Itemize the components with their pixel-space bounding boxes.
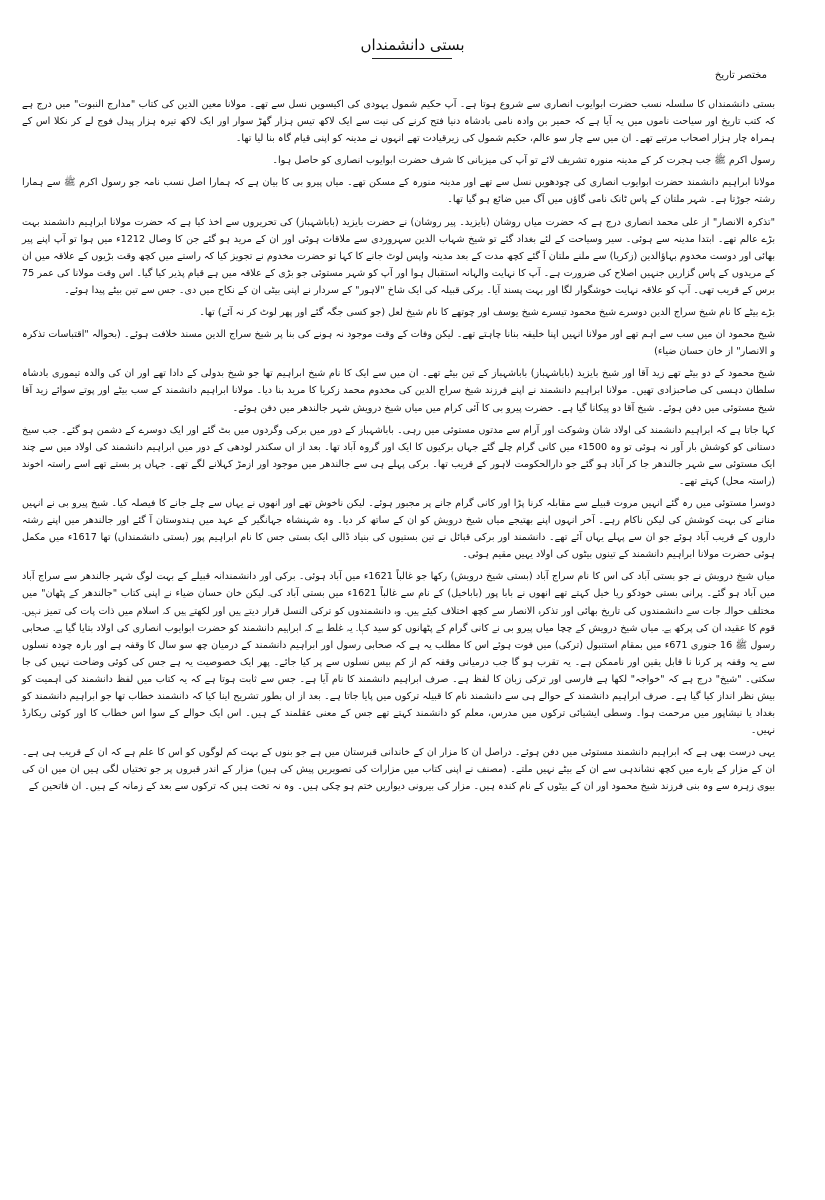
page-title: بستی دانشمنداں — [360, 36, 465, 54]
paragraph: کہا جاتا ہے کہ ابراہیم دانشمند کی اولاد شان وشوکت اور آرام سے مدتوں مستوئی میں رہی۔ باباشہباز کے دور میں برکی وگردوں میں بٹ گئے اور ایک دوسرے کے دشمن ہو گئے۔ جب سیخ دستانی کو کوشش بار آور نہ ہوئی تو وہ 1500ء میں کانی گرام چلے گئے جہاں برکیوں کا ایک اور گروہ آباد تھا۔ بعد از اں سکندر لودھی کے دور میں ابراہیم دانشمند کی اولاد میں سے چند ایک مستوئی سے شہر جالندھر جا کر آباد ہو گئے جو دارالحکومت لاہور کے قریب تھا۔ برکی پہلے ہی سے جالندھر میں موجود اور ازمڑ کہلانے لگے تھے۔ جہاں پر بستے تھے اسے راستہ اخوند (راستہ محل) کہتے تھے۔ — [22, 424, 775, 487]
paragraph: میاں شیخ درویش نے جو بستی آباد کی اس کا نام سراج آباد (بستی شیخ درویش) رکھا جو غالباً 1621ء میں آباد ہوئی۔ برکی اور دانشمندانہ قبیلے کے بہت لوگ شہر جالندھر سے سراج آباد میں آباد ہو گئے۔ پرانی بستی خودکو ریا خیل کہتے تھے انھوں نے بابا پور (باباخیل) کے نام سے غالباً 1621ء میں بستی آباد کی۔ لیکن خان حسان ضیاء نے اپنی کتاب "جالندھر کے پٹھان" میں مختلف حوالہ جات سے دانشمندوں کی تاریخ بھائی اور تذکرہ الانصار سے کچھ اختلاف کیئے ہیں۔ وہ دانشمندوں کو ترکی النسل قرار دیتے ہیں اور لکھتے ہیں کہ اسلام میں ذات پات کی تمیز نہیں۔ قوم کا عقیدہ ان کی پرکھ ہے۔ میاں شیخ درویش کے چچا میاں پیرو بی نے کانی گرام کے پٹھانوں کو سید کہا۔ یہ غلط ہے کہ ابراہیم دانشمند کو حضرت ابوایوب انصاری کی اولاد بتایا گیا ہے۔ صحابی رسول ﷺ 16 جنوری 671ء میں بمقام استنبول (ترکی) میں فوت ہوئے اس کا مطلب یہ ہے کہ صحابی رسول اور ابراہیم دانشمند کے درمیان چھ سو سال کا وقفہ ہے اور بارہ چودہ نسلوں سے یہ وقفہ پر کرنا نا قابل یقین اور ناممکن ہے۔ یہ تقرب ہو گا جب درمیانی وقفہ کم از کم بیس نسلوں سے پر کیا جائے۔ پھر ایک خصوصیت یہ ہے جس کی کوئی وضاحت نہیں کی جا سکتی۔ "شیخ" درج ہے کہ "خواجہ" لکھا ہے فارسی اور ترکی زبان کا لفظ ہے۔ صرف ابراہیم دانشمند کا نام آیا ہے۔ جس سے ثابت ہوتا ہے کہ یہ کتاب میں لفظ دانشمند کی اہمیت کو بیش نظر انداز کیا گیا ہے۔ صرف ابراہیم دانشمند کے حوالے ہی سے دانشمند نام کا قبیلہ ترکوں میں پایا جاتا ہے۔ بعد از اں بطور تشریح اینا کیا کہ دانشمند خطاب تھا جو ابراہیم دانشمند کو بغداد یا نیشاپور میں مرحمت ہوا۔ وسطی ایشیائی ترکوں میں مدرس، معلم کو دانشمند کہتے تھے جس کے معنی عقلمند کے ہیں۔ اس ایک حوالے کے سوا اس خطاب کا اور کوئی ریکارڈ نہیں۔ — [22, 571, 775, 737]
paragraph: مولانا ابراہیم دانشمند حضرت ابوایوب انصاری کی چودھویں نسل سے تھے اور مدینہ منورہ کے مسکن تھے۔ میاں پیرو بی کا بیان ہے کہ ہمارا اصل نسب نامہ جو رسول اکرم ﷺ سے ہمارا رشتہ جوڑتا ہے۔ شہر ملتان کے پاس ٹانک نامی گاؤں میں آگ میں ضائع ہو گیا تھا۔ — [22, 177, 775, 206]
paragraph: یہی درست بھی ہے کہ ابراہیم دانشمند مستوئی میں دفن ہوئے۔ دراصل ان کا مزار ان کے خاندانی قبرستان میں ہے جو بنوں کے بہت کم لوگوں کو اس کا علم ہے کہ ان کے قریب ہی ہے۔ ان کے مزار کے بارے میں کچھ نشاندہی سے ان کے بیٹے نہیں ملتے۔ (مصنف نے اپنی کتاب میں مزارات کی تصویریں پیش کی ہیں) مزار کے اندر قبروں پر جو تختیاں لگی ہیں ان میں ان کی بیوی زہرہ سے وہ بنی فرزند شیخ محمود اور ان کے بیٹوں کے نام کندہ ہیں۔ مزار کی بیرونی دیواریں ختم ہو چکی ہیں۔ وہ نہ تخت ہیں کہ ترکوں سے بعد کے زمانہ کے ہیں۔ ان فاتحین کے — [22, 747, 775, 793]
paragraph: رسول اکرم ﷺ جب ہجرت کر کے مدینہ منورہ تشریف لائے تو آپ کی میزبانی کا شرف حضرت ابوایوب انصاری کو حاصل ہوا۔ — [272, 155, 775, 167]
section-subheading: مختصر تاریخ — [714, 70, 767, 81]
paragraph: بڑے بیٹے کا نام شیخ سراج الدین دوسرے شیخ محمود تیسرے شیخ یوسف اور چوتھے کا نام شیخ لعل (جو کسی جگہ گئے اور پھر لوٹ کر نہ آئے) تھا۔ — [199, 307, 775, 319]
paragraph: دوسرا مستوئی میں رہ گئے انہیں مروت قبیلے سے مقابلہ کرنا پڑا اور کانی گرام جانے پر مجبور ہوئے۔ لیکن ناخوش تھے اور انھوں نے یہاں سے چلے جانے کا فیصلہ کیا۔ شیخ پیرو بی نے انہیں منانے کی بہت کوشش کی لیکن ناکام رہے۔ آخر انہوں اپنے بھتیجے میاں شیخ درویش کو ان کے ساتھ کر دیا۔ وہ شہنشاہ جہانگیر کے عہد میں ہندوستان آ گئے اور جالندھر میں اپنے رشتہ داروں کے قریب آباد ہوئے جو ان سے پہلے یہاں آئے تھے۔ دانشمند اور برکی قبائل نے تین بستیوں کی بنیاد ڈالی ایک بستی جس کا نام ابراہیم پور (بستی دانشمنداں) تھا 1617ء میں مکمل ہوئی حضرت مولانا ابراہیم دانشمند کے تینوں بیٹوں کی اولاد یہیں مقیم ہوئی۔ — [22, 497, 775, 561]
document-body — [22, 96, 775, 801]
paragraph: "تذکرہ الانصار" از علی محمد انصاری درج ہے کہ حضرت میاں روشان (بایزید۔ پیر روشان) نے حضرت بایزید (باباشہباز) کی تحریروں سے اخذ کیا ہے کہ حضرت مولانا ابراہیم دانشمند بہت بڑے عالم تھے۔ ابتدا مدینہ سے ہوئی۔ سیر وسیاحت کے لئے بغداد گئے تو شیخ شہاب الدین سہروردی سے ملاقات ہوئی اور ان کے مرید ہو گئے جن کا وصال 1212ء میں ہوا تو آپ اپنے پیر بھائی اور دوست مخدوم بہاؤالدین (زکریا) سے ملنے ملتان آ گئے کچھ مدت کے بعد مدینہ واپس لوٹ جانے کا کہا تو حضرت مخدوم نے تجویز کیا کہ راستے میں کچھ وقت بڑیوں کے علاقہ میں ان کے مریدوں کے پاس گزاریں جنہیں اصلاح کی ضرورت ہے۔ آپ کا نہایت والہانہ استقبال ہوا اور آپ کو شہر مستوئی جو بڑی کے علاقہ میں ہے قیام پذیر کیا گیا۔ اس وقت مولانا کی عمر 75 برس کے قریب تھی۔ آپ کو علاقہ نہایت خوشگوار لگا اور بہت پسند آیا۔ برکی قبیلہ کی ایک شاخ "لاہور" کے سردار نے اپنی بیٹی ان کے نکاح میں دی۔ جس سے تین بیٹے پیدا ہوئے۔ — [22, 216, 775, 296]
title-divider — [372, 58, 452, 59]
paragraph: شیخ محمود ان میں سب سے اہم تھے اور مولانا انہیں اپنا خلیفہ بنانا چاہتے تھے۔ لیکن وفات کے وقت موجود نہ ہونے کی بنا پر شیخ سراج الدین مسند خلافت ہوئے۔ (بحوالہ "اقتباسات تذکرہ و الانصار" از خان حسان ضیاء) — [22, 329, 775, 358]
paragraph: شیخ محمود کے دو بیٹے تھے زید آقا اور شیخ بایزید (باباشہباز) باباشہباز کے تین بیٹے تھے۔ ان میں سے ایک کا نام شیخ ابراہیم تھا جو شیخ بدولی کے دادا تھے اور ان کی والدہ تیموری بادشاہ سلطان دہسی کی صاحبزادی تھیں۔ مولانا ابراہیم دانشمند نے اپنے فرزند شیخ سراج الدین کی مخدوم محمد زکریا کا مرید بنا دیا۔ مولانا ابراہیم دانشمند کے سب بیٹے اور پوتے سوائے زید آقا شیخ مستوئی میں دفن ہوئے۔ شیخ آقا دو پیکانا گیا ہے۔ حضرت پیرو بی کا آئی کرام میں میاں شیخ درویش شہر جالندھر میں دفن ہوئے۔ — [22, 368, 775, 414]
paragraph: بستی دانشمنداں کا سلسلہ نسب حضرت ابوایوب انصاری سے شروع ہوتا ہے۔ آپ حکیم شمول یہودی کی اکیسویں نسل سے تھے۔ مولانا معین الدین کی کتاب "مدارج النبوت" میں درج ہے کہ کتب تاریخ اور سیاحت ناموں میں یہ آیا ہے کہ حمیر بن وادہ نامی بادشاہ دنیا فتح کرنے کی نیت سے ایک لاکھ تیس ہزار گھڑ سوار اور ایک لاکھ تیرہ ہزار پیدل فوج لے کر نکلا اس کے ہمراہ چار ہزار اصحاب مرتبے تھے۔ ان میں سے چار سو عالم، حکیم شمول کی زیرقیادت تھے انہوں نے مدینہ کو اپنی قیام گاہ بنا لیا تھا۔ — [22, 99, 775, 145]
